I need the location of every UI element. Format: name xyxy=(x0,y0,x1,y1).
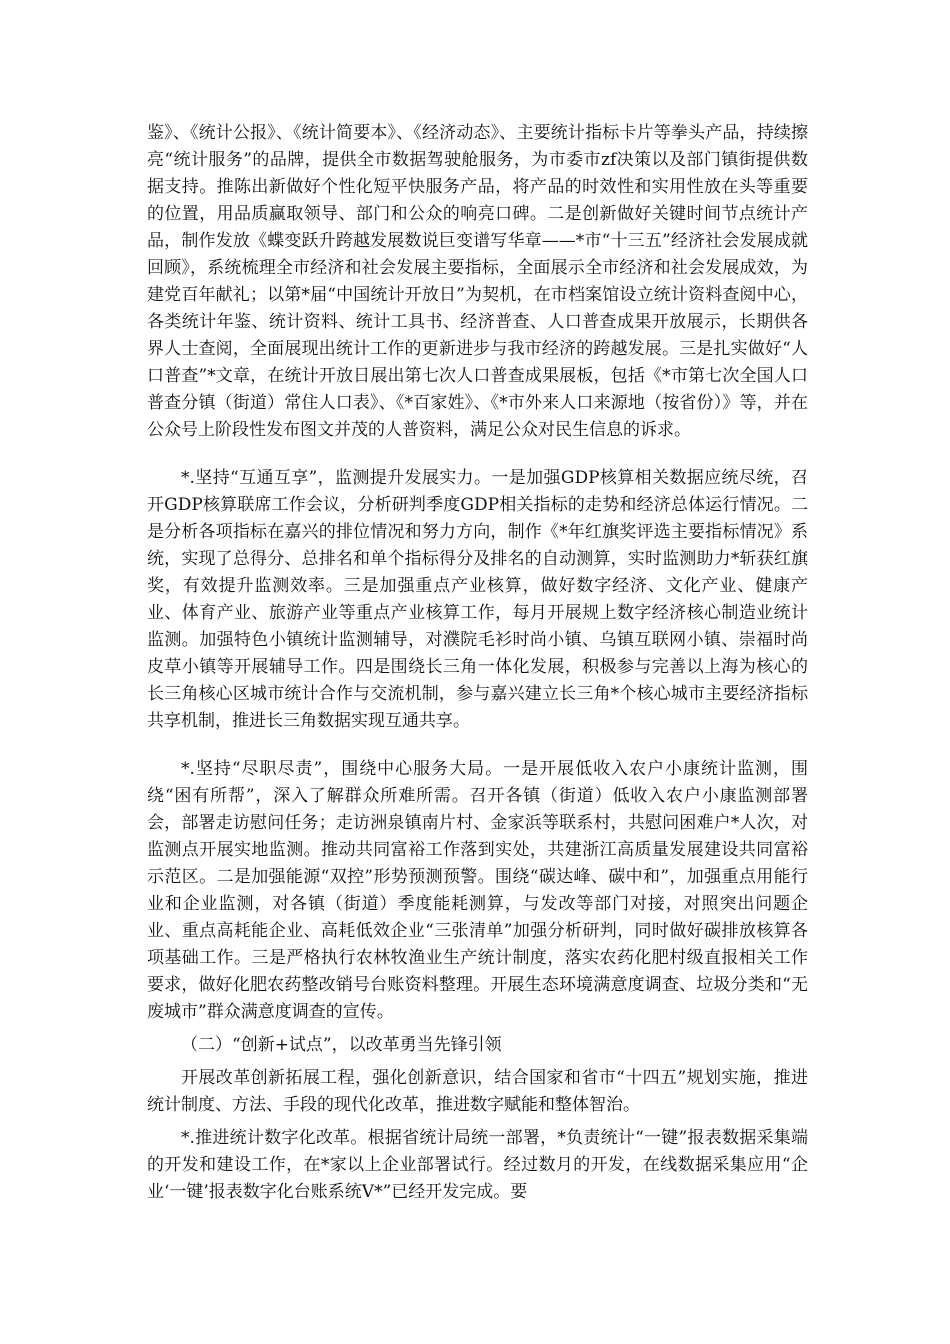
paragraph-digital-reform: *.推进统计数字化改革。根据省统计局统一部署，*负责统计“一键”报表数据采集端的开发和建设工作，在*家以上企业部署试行。经过数月的开发，在线数据采集应用“企业‘一键’报表数字化台账系统V*”已经开发完成。要 xyxy=(147,1128,808,1202)
section-heading-innovation-pilot: （二）“创新+试点”，以改革勇当先锋引领 xyxy=(181,1035,502,1055)
paragraph-statistics-products: 鉴》、《统计公报》、《统计简要本》、《经济动态》、主要统计指标卡片等拳头产品，持续擦亮“统计服务”的品牌，提供全市数据驾驶舱服务，为市委市zf决策以及部门镇街提供数据支持。推陈出新做好个性化短平快服务产品，将产品的时效性和实用性放在头等重要的位置，用品质赢取领导、部门和公众的响亮口碑。二是创新做好关键时间节点统计产品，制作发放《蝶变跃升跨越发展数说巨变谱写华章——*市“十三五”经济社会发展成就回顾》，系统梳理全市经济和社会发展主要指标，全面展示全市经济和社会发展成效，为建党百年献礼；以第*届“中国统计开放日”为契机，在市档案馆设立统计资料查阅中心，各类统计年鉴、统计资料、统计工具书、经济普查、人口普查成果开放展示，长期供各界人士查阅，全面展现出统计工作的更新进步与我市经济的跨越发展。三是扎实做好“人口普查”*文章，在统计开放日展出第七次人口普查成果展板，包括《*市第七次全国人口普查分镇（街道）常住人口表》、《*百家姓》、《*市外来人口来源地（按省份）》等，并在公众号上阶段性发布图文并茂的人普资料，满足公众对民生信息的诉求。 xyxy=(147,123,808,440)
paragraph-interconnection-sharing: *.坚持“互通互享”，监测提升发展实力。一是加强GDP核算相关数据应统尽统，召开GDP核算联席工作会议，分析研判季度GDP相关指标的走势和经济总体运行情况。二是分析各项指标在嘉兴的排位情况和努力方向，制作《*年红旗奖评选主要指标情况》系统，实现了总得分、总排名和单个指标得分及排名的自动测算，实时监测助力*斩获红旗奖，有效提升监测效率。三是加强重点产业核算，做好数字经济、文化产业、健康产业、体育产业、旅游产业等重点产业核算工作，每月开展规上数字经济核心制造业统计监测。加强特色小镇统计监测辅导，对濮院毛衫时尚小镇、乌镇互联网小镇、崇福时尚皮草小镇等开展辅导工作。四是围绕长三角一体化发展，积极参与完善以上海为核心的长三角核心区城市统计合作与交流机制，参与嘉兴建立长三角*个核心城市主要经济指标共享机制，推进长三角数据实现互通共享。 xyxy=(147,468,808,731)
paragraph-reform-innovation: 开展改革创新拓展工程，强化创新意识，结合国家和省市“十四五”规划实施，推进统计制度、方法、手段的现代化改革，推进数字赋能和整体智治。 xyxy=(147,1068,808,1115)
paragraph-due-diligence: *.坚持“尽职尽责”，围绕中心服务大局。一是开展低收入农户小康统计监测，围绕“困有所帮”，深入了解群众所难所需。召开各镇（街道）低收入农户小康监测部署会，部署走访慰问任务；走访洲泉镇南片村、金家浜等联系村，共慰问困难户*人次，对监测点开展实地监测。推动共同富裕工作落到实处，共建浙江高质量发展建设共同富裕示范区。二是加强能源“双控”形势预测预警。围绕“碳达峰、碳中和”，加强重点用能行业和企业监测，对各镇（街道）季度能耗测算，与发改等部门对接，对照突出问题企业、重点高耗能企业、高耗低效企业“三张清单”加强分析研判，同时做好碳排放核算各项基础工作。三是严格执行农林牧渔业生产统计制度，落实农药化肥村级直报相关工作要求，做好化肥农药整改销号台账资料整理。开展生态环境满意度调查、垃圾分类和“无废城市”群众满意度调查的宣传。 xyxy=(147,759,808,1022)
document-body xyxy=(147,120,808,1206)
